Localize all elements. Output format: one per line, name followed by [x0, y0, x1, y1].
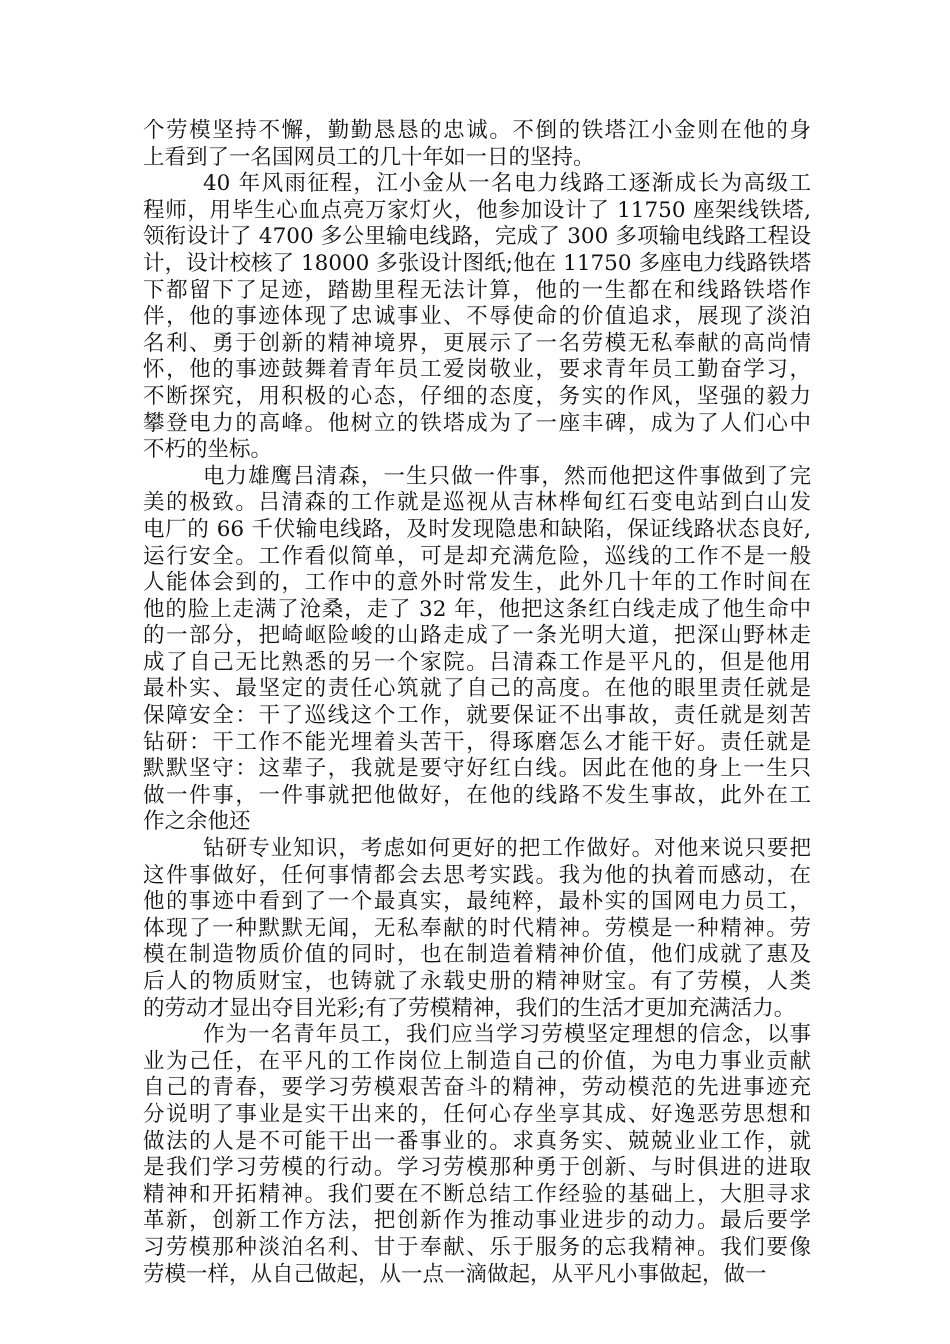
text-line: 计，设计校核了 18000 多张设计图纸;他在 11750 多座电力线路铁塔 [143, 250, 811, 276]
text-line: 美的极致。吕清森的工作就是巡视从吉林桦甸红石变电站到白山发 [143, 490, 811, 516]
text-line: 钻研专业知识，考虑如何更好的把工作做好。对他来说只要把 [203, 836, 811, 862]
text-line: 40 年风雨征程，江小金从一名电力线路工逐渐成长为高级工 [203, 171, 811, 197]
text-line: 自己的青春，要学习劳模艰苦奋斗的精神，劳动模范的先进事迹充 [143, 1075, 811, 1101]
text-line: 攀登电力的高峰。他树立的铁塔成为了一座丰碑，成为了人们心中 [143, 410, 811, 436]
text-line: 这件事做好，任何事情都会去思考实践。我为他的执着而感动，在 [143, 862, 811, 888]
paragraph [143, 171, 811, 464]
text-line: 作之余他还 [143, 809, 251, 835]
text-line: 不朽的坐标。 [143, 437, 273, 463]
text-line: 最朴实、最坚定的责任心筑就了自己的高度。在他的眼里责任就是 [143, 676, 811, 702]
body-text [143, 118, 811, 1288]
text-line: 分说明了事业是实干出来的，任何心存坐享其成、好逸恶劳思想和 [143, 1101, 811, 1127]
text-line: 钻研：干工作不能光埋着头苦干，得琢磨怎么才能干好。责任就是 [143, 729, 811, 755]
text-line: 领衔设计了 4700 多公里输电线路，完成了 300 多项输电线路工程设 [143, 224, 811, 250]
text-line: 革新，创新工作方法，把创新作为推动事业进步的动力。最后要学 [143, 1208, 811, 1234]
text-line: 保障安全：干了巡线这个工作，就要保证不出事故，责任就是刻苦 [143, 703, 811, 729]
text-line: 电厂的 66 千伏输电线路，及时发现隐患和缺陷，保证线路状态良好, [143, 516, 811, 542]
paragraph [143, 464, 811, 836]
text-line: 程师，用毕生心血点亮万家灯火，他参加设计了 11750 座架线铁塔, [143, 197, 811, 223]
paragraph [143, 1022, 811, 1288]
text-line: 人能体会到的，工作中的意外时常发生，此外几十年的工作时间在 [143, 570, 811, 596]
text-line: 怀，他的事迹鼓舞着青年员工爱岗敬业，要求青年员工勤奋学习， [143, 357, 811, 383]
text-line: 他的脸上走满了沧桑，走了 32 年，他把这条红白线走成了他生命中 [143, 596, 811, 622]
text-line: 精神和开拓精神。我们要在不断总结工作经验的基础上，大胆寻求 [143, 1181, 811, 1207]
text-line: 习劳模那种淡泊名利、甘于奉献、乐于服务的忘我精神。我们要像 [143, 1234, 811, 1260]
text-line: 作为一名青年员工，我们应当学习劳模坚定理想的信念，以事 [203, 1022, 811, 1048]
text-line: 劳模一样，从自己做起，从一点一滴做起，从平凡小事做起，做一 [143, 1261, 767, 1287]
text-line: 不断探究，用积极的心态，仔细的态度，务实的作风，坚强的毅力 [143, 383, 811, 409]
text-line: 电力雄鹰吕清森，一生只做一件事，然而他把这件事做到了完 [203, 463, 811, 489]
text-line: 业为己任，在平凡的工作岗位上制造自己的价值，为电力事业贡献 [143, 1048, 811, 1074]
text-line: 上看到了一名国网员工的几十年如一日的坚持。 [143, 144, 595, 170]
text-line: 的劳动才显出夺目光彩;有了劳模精神，我们的生活才更加充满活力。 [143, 995, 796, 1021]
text-line: 下都留下了足迹，踏勘里程无法计算，他的一生都在和线路铁塔作 [143, 277, 811, 303]
text-line: 后人的物质财宝，也铸就了永载史册的精神财宝。有了劳模，人类 [143, 969, 811, 994]
text-line: 成了自己无比熟悉的另一个家院。吕清森工作是平凡的，但是他用 [143, 649, 811, 675]
text-line: 做一件事，一件事就把他做好，在他的线路不发生事故，此外在工 [143, 782, 811, 808]
text-line: 的一部分，把崎岖险峻的山路走成了一条光明大道，把深山野林走 [143, 623, 811, 649]
text-line: 个劳模坚持不懈，勤勤恳恳的忠诚。不倒的铁塔江小金则在他的身 [143, 118, 811, 143]
text-line: 伴，他的事迹体现了忠诚事业、不辱使命的价值追求，展现了淡泊 [143, 304, 811, 330]
text-line: 运行安全。工作看似简单，可是却充满危险，巡线的工作不是一般 [143, 543, 811, 569]
text-line: 名利、勇于创新的精神境界，更展示了一名劳模无私奉献的高尚情 [143, 330, 811, 356]
paragraph [143, 836, 811, 1022]
text-line: 他的事迹中看到了一个最真实，最纯粹，最朴实的国网电力员工， [143, 889, 811, 915]
text-line: 是我们学习劳模的行动。学习劳模那种勇于创新、与时俱进的进取 [143, 1155, 811, 1181]
text-line: 默默坚守：这辈子，我就是要守好红白线。因此在他的身上一生只 [143, 756, 811, 782]
text-line: 模在制造物质价值的同时，也在制造着精神价值，他们成就了惠及 [143, 942, 811, 968]
text-line: 做法的人是不可能干出一番事业的。求真务实、兢兢业业工作，就 [143, 1128, 811, 1154]
paragraph [143, 118, 811, 171]
text-line: 体现了一种默默无闻，无私奉献的时代精神。劳模是一种精神。劳 [143, 915, 811, 941]
